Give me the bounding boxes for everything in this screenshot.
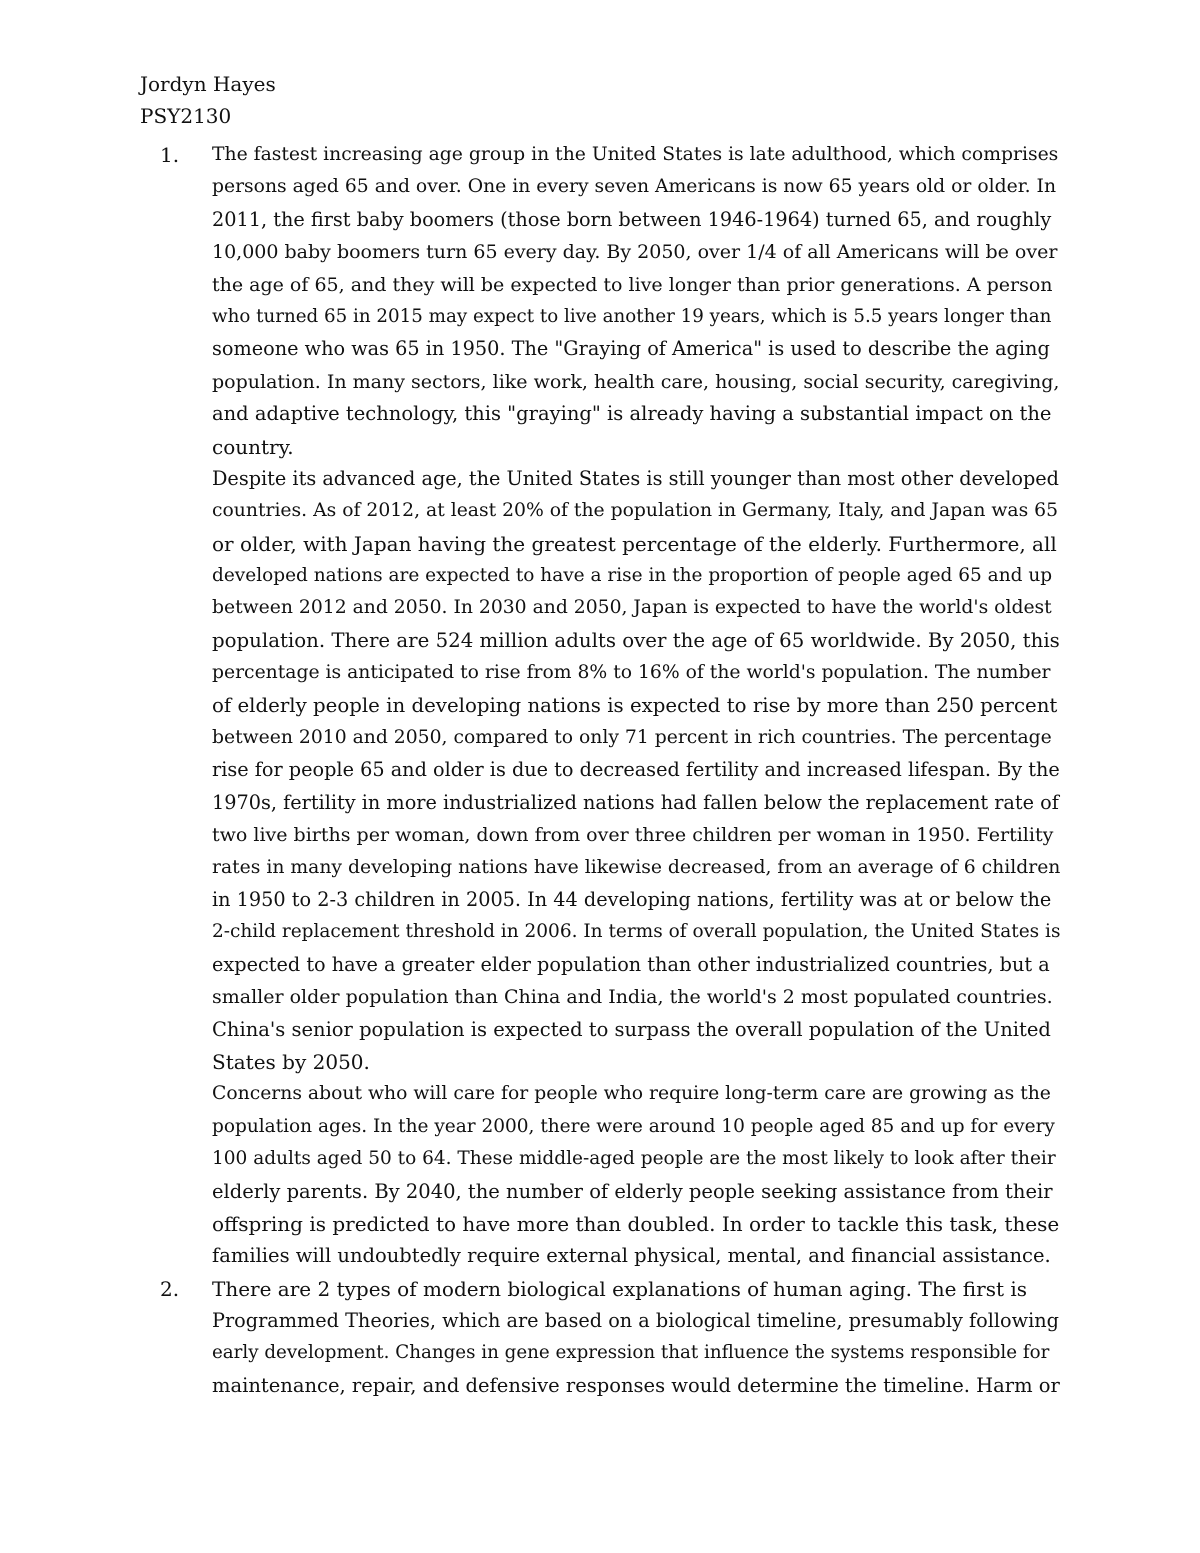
- text-line: population. In many sectors, like work, health care, housing, social security, caregiving,: [212, 370, 1060, 393]
- text-line: in 1950 to 2-3 children in 2005. In 44 developing nations, fertility was at or below the: [212, 887, 1052, 911]
- text-line: The fastest increasing age group in the United States is late adulthood, which comprises: [212, 144, 1059, 165]
- text-line: States by 2050.: [212, 1049, 370, 1074]
- text-line: persons aged 65 and over. One in every seven Americans is now 65 years old or older. In: [212, 176, 1057, 198]
- item-number: 2.: [160, 1276, 180, 1301]
- course-code: PSY2130: [140, 104, 232, 129]
- text-line: offspring is predicted to have more than doubled. In order to tackle this task, these: [212, 1211, 1060, 1236]
- text-line: 2011, the first baby boomers (those born between 1946-1964) turned 65, and roughly: [212, 207, 1052, 231]
- numbered-answer-list: [140, 139, 1060, 1402]
- text-line: of elderly people in developing nations is expected to rise by more than 250 percent: [212, 693, 1058, 717]
- text-line: or older, with Japan having the greatest percentage of the elderly. Furthermore, all: [212, 531, 1057, 556]
- paragraph: [212, 139, 1060, 463]
- text-line: country.: [212, 434, 294, 459]
- author-name: Jordyn Hayes: [140, 72, 276, 96]
- text-line: China's senior population is expected to surpass the overall population of the United: [212, 1017, 1051, 1041]
- text-line: maintenance, repair, and defensive responses would determine the timeline. Harm or: [212, 1373, 1060, 1397]
- text-line: developed nations are expected to have a rise in the proportion of people aged 65 and up: [212, 565, 1053, 587]
- text-line: between 2012 and 2050. In 2030 and 2050, Japan is expected to have the world's oldest: [212, 597, 1052, 619]
- text-line: and adaptive technology, this "graying" is already having a substantial impact on the: [212, 402, 1052, 426]
- answer-item: [140, 1273, 1060, 1403]
- text-line: smaller older population than China and India, the world's 2 most populated countries.: [212, 986, 1053, 1009]
- text-line: families will undoubtedly require external physical, mental, and financial assistance.: [212, 1244, 1051, 1268]
- text-line: between 2010 and 2050, compared to only 71 percent in rich countries. The percentage: [212, 727, 1052, 749]
- text-line: population ages. In the year 2000, there were around 10 people aged 85 and up for every: [212, 1115, 1055, 1137]
- text-line: elderly parents. By 2040, the number of elderly people seeking assistance from their: [212, 1179, 1053, 1203]
- text-line: 2-child replacement threshold in 2006. In terms of overall population, the United States is: [212, 921, 1061, 943]
- text-line: expected to have a greater elder population than other industrialized countries, but a: [212, 952, 1050, 976]
- text-line: percentage is anticipated to rise from 8% to 16% of the world's population. The number: [212, 662, 1051, 684]
- text-line: Concerns about who will care for people who require long-term care are growing as the: [212, 1083, 1051, 1105]
- text-line: two live births per woman, down from over three children per woman in 1950. Fertility: [212, 824, 1054, 847]
- text-line: 100 adults aged 50 to 64. These middle-aged people are the most likely to look after their: [212, 1148, 1056, 1170]
- answer-item: [140, 139, 1060, 1273]
- text-line: rise for people 65 and older is due to decreased fertility and increased lifespan. By the: [212, 758, 1060, 782]
- text-line: countries. As of 2012, at least 20% of the population in Germany, Italy, and Japan was 65: [212, 500, 1059, 522]
- text-line: There are 2 types of modern biological explanations of human aging. The first is: [212, 1276, 1028, 1301]
- document-header: [140, 68, 276, 133]
- text-line: Programmed Theories, which are based on a biological timeline, presumably following: [212, 1309, 1059, 1333]
- paragraph: [212, 1078, 1060, 1272]
- text-line: 10,000 baby boomers turn 65 every day. By 2050, over 1/4 of all Americans will be over: [212, 241, 1058, 264]
- text-line: early development. Changes in gene expression that influence the systems responsible for: [212, 1342, 1050, 1364]
- text-line: Despite its advanced age, the United States is still younger than most other developed: [212, 466, 1059, 490]
- text-line: population. There are 524 million adults over the age of 65 worldwide. By 2050, this: [212, 628, 1060, 652]
- paragraph: [212, 1273, 1060, 1403]
- item-number: 1.: [160, 143, 180, 167]
- text-line: the age of 65, and they will be expected to live longer than prior generations. A person: [212, 273, 1053, 296]
- text-line: rates in many developing nations have likewise decreased, from an average of 6 children: [212, 856, 1061, 878]
- text-line: someone who was 65 in 1950. The "Graying of America" is used to describe the aging: [212, 337, 1050, 361]
- text-line: 1970s, fertility in more industrialized nations had fallen below the replacement rate of: [212, 790, 1059, 814]
- paragraph: [212, 463, 1060, 1078]
- text-line: who turned 65 in 2015 may expect to live another 19 years, which is 5.5 years longer than: [212, 305, 1052, 327]
